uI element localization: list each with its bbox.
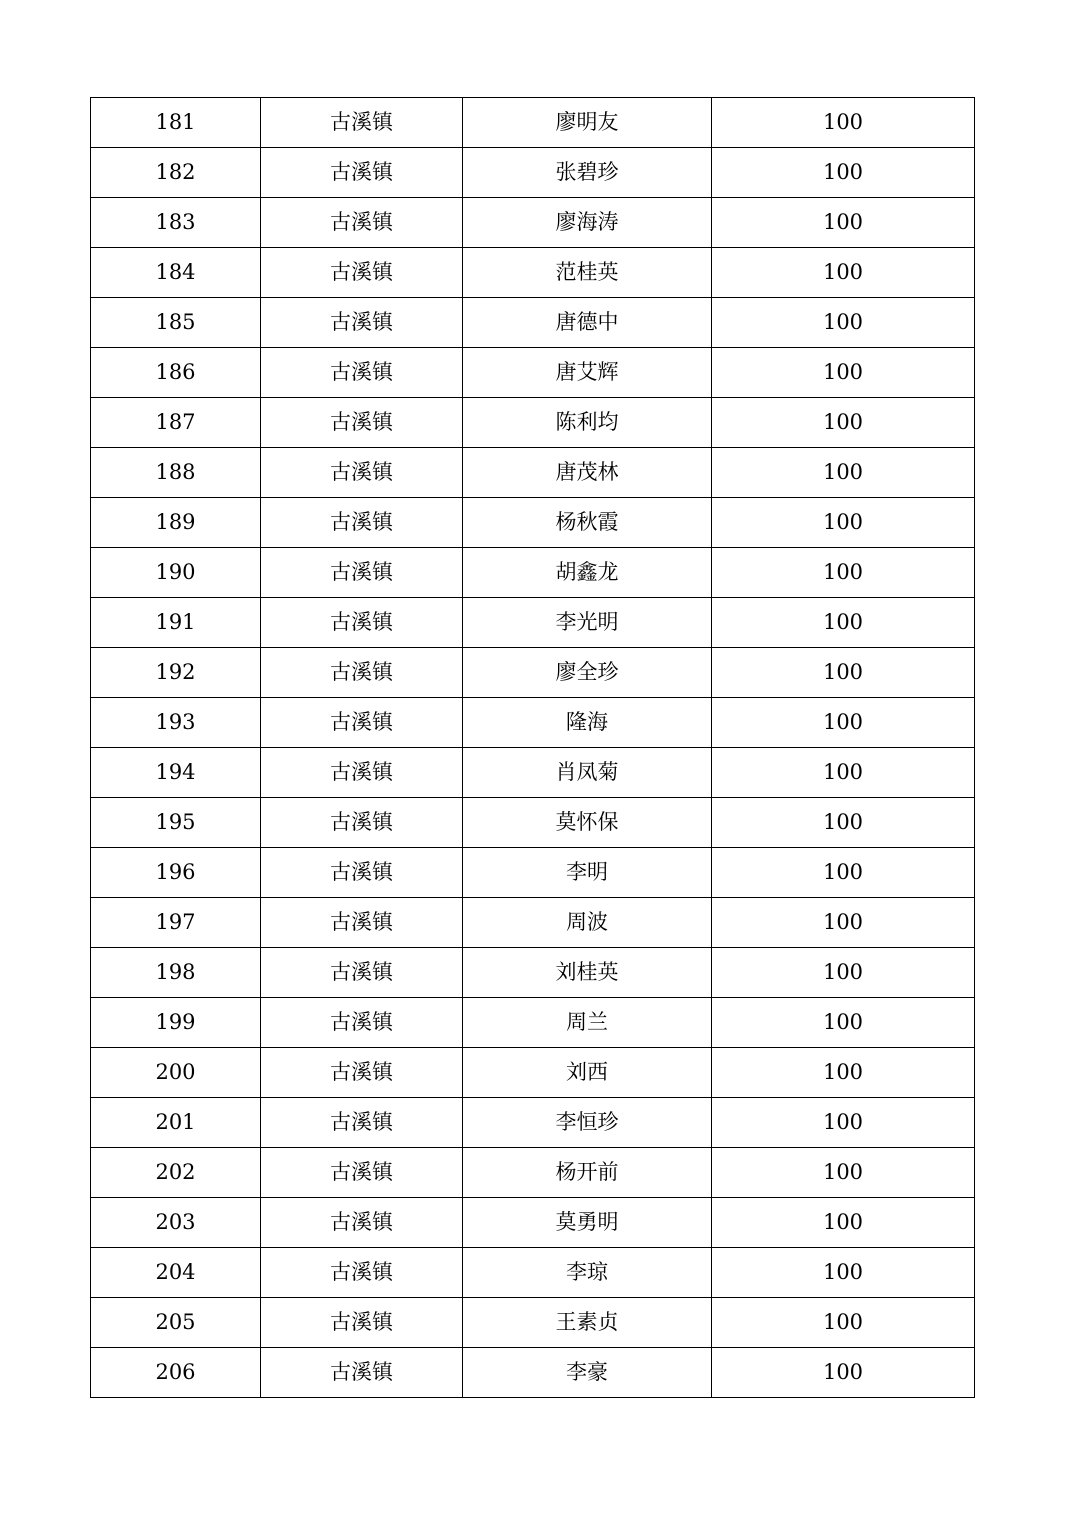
person-name-cell: 杨秋霞: [463, 498, 712, 548]
amount-cell: 100: [712, 398, 975, 448]
table-row: [91, 1198, 975, 1248]
amount-cell: 100: [712, 1298, 975, 1348]
town-cell: 古溪镇: [261, 1248, 463, 1298]
row-number-cell: 189: [91, 498, 261, 548]
table-row: [91, 548, 975, 598]
town-cell: 古溪镇: [261, 348, 463, 398]
town-cell: 古溪镇: [261, 648, 463, 698]
person-name-cell: 李明: [463, 848, 712, 898]
town-cell: 古溪镇: [261, 998, 463, 1048]
person-name-cell: 李琼: [463, 1248, 712, 1298]
row-number-cell: 190: [91, 548, 261, 598]
row-number-cell: 188: [91, 448, 261, 498]
row-number-cell: 197: [91, 898, 261, 948]
person-name-cell: 莫怀保: [463, 798, 712, 848]
table-row: [91, 98, 975, 148]
roster-table: [90, 97, 975, 1398]
amount-cell: 100: [712, 1048, 975, 1098]
table-row: [91, 998, 975, 1048]
table-row: [91, 148, 975, 198]
row-number-cell: 196: [91, 848, 261, 898]
town-cell: 古溪镇: [261, 948, 463, 998]
amount-cell: 100: [712, 298, 975, 348]
amount-cell: 100: [712, 998, 975, 1048]
row-number-cell: 186: [91, 348, 261, 398]
table-row: [91, 248, 975, 298]
person-name-cell: 陈利均: [463, 398, 712, 448]
person-name-cell: 唐德中: [463, 298, 712, 348]
town-cell: 古溪镇: [261, 1048, 463, 1098]
table-row: [91, 348, 975, 398]
person-name-cell: 廖海涛: [463, 198, 712, 248]
town-cell: 古溪镇: [261, 1148, 463, 1198]
amount-cell: 100: [712, 148, 975, 198]
person-name-cell: 廖明友: [463, 98, 712, 148]
amount-cell: 100: [712, 848, 975, 898]
amount-cell: 100: [712, 1098, 975, 1148]
amount-cell: 100: [712, 548, 975, 598]
amount-cell: 100: [712, 248, 975, 298]
amount-cell: 100: [712, 948, 975, 998]
amount-cell: 100: [712, 748, 975, 798]
row-number-cell: 195: [91, 798, 261, 848]
row-number-cell: 192: [91, 648, 261, 698]
town-cell: 古溪镇: [261, 498, 463, 548]
amount-cell: 100: [712, 1248, 975, 1298]
row-number-cell: 206: [91, 1348, 261, 1398]
person-name-cell: 李光明: [463, 598, 712, 648]
person-name-cell: 莫勇明: [463, 1198, 712, 1248]
person-name-cell: 李恒珍: [463, 1098, 712, 1148]
table-row: [91, 648, 975, 698]
row-number-cell: 191: [91, 598, 261, 648]
town-cell: 古溪镇: [261, 598, 463, 648]
roster-table-body: [91, 98, 975, 1398]
person-name-cell: 刘西: [463, 1048, 712, 1098]
town-cell: 古溪镇: [261, 148, 463, 198]
town-cell: 古溪镇: [261, 898, 463, 948]
table-row: [91, 198, 975, 248]
person-name-cell: 唐艾辉: [463, 348, 712, 398]
table-row: [91, 498, 975, 548]
amount-cell: 100: [712, 648, 975, 698]
amount-cell: 100: [712, 98, 975, 148]
person-name-cell: 李豪: [463, 1348, 712, 1398]
amount-cell: 100: [712, 698, 975, 748]
person-name-cell: 周波: [463, 898, 712, 948]
row-number-cell: 203: [91, 1198, 261, 1248]
person-name-cell: 肖凤菊: [463, 748, 712, 798]
row-number-cell: 193: [91, 698, 261, 748]
table-row: [91, 848, 975, 898]
table-row: [91, 948, 975, 998]
row-number-cell: 199: [91, 998, 261, 1048]
row-number-cell: 205: [91, 1298, 261, 1348]
row-number-cell: 183: [91, 198, 261, 248]
amount-cell: 100: [712, 898, 975, 948]
row-number-cell: 184: [91, 248, 261, 298]
town-cell: 古溪镇: [261, 198, 463, 248]
row-number-cell: 187: [91, 398, 261, 448]
town-cell: 古溪镇: [261, 1198, 463, 1248]
table-row: [91, 1348, 975, 1398]
table-row: [91, 448, 975, 498]
table-row: [91, 1248, 975, 1298]
row-number-cell: 194: [91, 748, 261, 798]
amount-cell: 100: [712, 1148, 975, 1198]
town-cell: 古溪镇: [261, 1298, 463, 1348]
person-name-cell: 杨开前: [463, 1148, 712, 1198]
amount-cell: 100: [712, 1348, 975, 1398]
town-cell: 古溪镇: [261, 398, 463, 448]
row-number-cell: 181: [91, 98, 261, 148]
table-row: [91, 398, 975, 448]
person-name-cell: 隆海: [463, 698, 712, 748]
row-number-cell: 198: [91, 948, 261, 998]
town-cell: 古溪镇: [261, 748, 463, 798]
person-name-cell: 唐茂林: [463, 448, 712, 498]
town-cell: 古溪镇: [261, 1348, 463, 1398]
amount-cell: 100: [712, 348, 975, 398]
row-number-cell: 200: [91, 1048, 261, 1098]
town-cell: 古溪镇: [261, 298, 463, 348]
person-name-cell: 胡鑫龙: [463, 548, 712, 598]
town-cell: 古溪镇: [261, 548, 463, 598]
table-row: [91, 1098, 975, 1148]
town-cell: 古溪镇: [261, 848, 463, 898]
person-name-cell: 王素贞: [463, 1298, 712, 1348]
town-cell: 古溪镇: [261, 448, 463, 498]
town-cell: 古溪镇: [261, 1098, 463, 1148]
table-row: [91, 1048, 975, 1098]
town-cell: 古溪镇: [261, 98, 463, 148]
amount-cell: 100: [712, 798, 975, 848]
town-cell: 古溪镇: [261, 698, 463, 748]
table-row: [91, 898, 975, 948]
amount-cell: 100: [712, 598, 975, 648]
table-row: [91, 298, 975, 348]
row-number-cell: 182: [91, 148, 261, 198]
table-row: [91, 1298, 975, 1348]
row-number-cell: 204: [91, 1248, 261, 1298]
amount-cell: 100: [712, 1198, 975, 1248]
town-cell: 古溪镇: [261, 248, 463, 298]
town-cell: 古溪镇: [261, 798, 463, 848]
person-name-cell: 周兰: [463, 998, 712, 1048]
amount-cell: 100: [712, 498, 975, 548]
table-row: [91, 698, 975, 748]
amount-cell: 100: [712, 448, 975, 498]
row-number-cell: 185: [91, 298, 261, 348]
person-name-cell: 刘桂英: [463, 948, 712, 998]
table-row: [91, 1148, 975, 1198]
amount-cell: 100: [712, 198, 975, 248]
table-row: [91, 748, 975, 798]
person-name-cell: 张碧珍: [463, 148, 712, 198]
person-name-cell: 廖全珍: [463, 648, 712, 698]
row-number-cell: 202: [91, 1148, 261, 1198]
table-row: [91, 598, 975, 648]
person-name-cell: 范桂英: [463, 248, 712, 298]
table-row: [91, 798, 975, 848]
row-number-cell: 201: [91, 1098, 261, 1148]
